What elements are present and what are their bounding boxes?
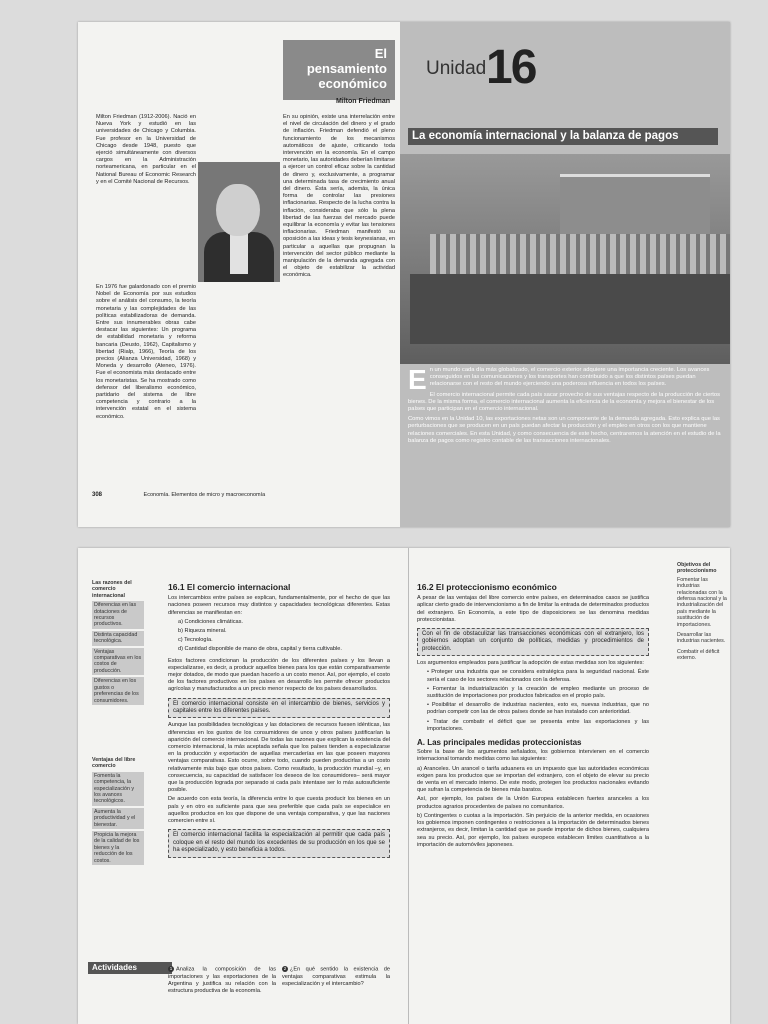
paragraph: De acuerdo con esta teoría, la diferencia entre lo que cuesta producir los bienes en un país y en otro es suficiente para que sea preferible que cada país se especialice en aquellos productos en los que dispone de una ventaja comparativa, y que las naciones comercien entre sí. xyxy=(168,796,390,825)
paragraph: A pesar de las ventajas del libre comercio entre países, en determinados casos se justifica aplicar cierto grado de intervencionismo a fin de limitar la entrada de determinados productos del extranjero. En Economía, a este tipo de disposiciones se las denomina medidas proteccionistas. xyxy=(417,595,649,623)
paragraph: Así, por ejemplo, los países de la Unión Europea establecen fuertes aranceles a los productos agrarios procedentes de países no comunitarios. xyxy=(417,796,649,810)
paragraph: Los argumentos empleados para justificar la adopción de estas medidas son los siguientes: xyxy=(417,660,644,667)
activity-number: 1 xyxy=(169,966,173,971)
arguments-list xyxy=(427,669,649,733)
page-proteccionismo xyxy=(408,548,731,1024)
sidebar-razones xyxy=(92,580,144,867)
paragraph: Los intercambios entre países se explican, fundamentalmente, por el hecho de que las naciones poseen recursos muy distintos y capacidades tecnológicas diferentes. Estas diferencias se manifiestan en: xyxy=(168,595,390,616)
protection-callout: Con el fin de obstaculizar las transacciones económicas con el extranjero, los gobiernos adoptan un conjunto de políticas, medidas y procedimientos de protección. xyxy=(417,628,649,656)
bottom-spread xyxy=(78,548,730,1024)
unit-word: Unidad xyxy=(426,58,487,79)
list-item: c) Tecnología. xyxy=(178,637,213,644)
specialization-callout: El comercio internacional facilita la especialización al permitir que cada país coloque en el resto del mundo los excedentes de su producción en los que se ha especializado, y esto beneficia a todos. xyxy=(168,829,390,857)
section-heading: El pensamiento económico xyxy=(283,40,395,100)
paragraph: Sobre la base de los argumentos señalados, los gobiernos intervienen en el comercio internacional tomando medidas como las siguientes: xyxy=(417,749,649,763)
sidebar-title-2: Ventajas del libre comercio xyxy=(92,756,136,770)
activities-label: Actividades xyxy=(88,962,172,974)
sidebar-item: Fomenta la competencia, la especialización y los avances tecnológicos. xyxy=(92,772,144,806)
sidebar-item: Propicia la mejora de la calidad de los bienes y la reducción de los costos. xyxy=(92,831,144,865)
list-item: b) Riqueza mineral. xyxy=(178,628,227,635)
intro-paragraph-3: Como vimos en la Unidad 10, las exportaciones netas son un componente de la demanda agregada. Esto explica que las perturbaciones que se producen en un país puedan afectar la producción y el empleo en otros con los que mantiene relaciones comerciales. En esta Unidad, y como consecuencia de este hecho, centraremos la atención en el estudio de la balanza de pagos como registro contable de las transacciones internacionales. xyxy=(408,416,721,444)
opinion-column: En su opinión, existe una interrelación entre el nivel de circulación del dinero y el grado de inflación. Friedman defendió el pleno funcionamiento de los mecanismos automáticos de ajuste, criticando toda intervención en la economía. En el campo monetario, las autoridades deberían limitarse a ejercer un control eficaz sobre la cantidad de dinero y, exclusivamente, a programar una determinada tasa de crecimiento anual del dinero. Ésta sería, además, la única forma de controlar las presiones inflacionarias. Respecto de la lucha contra la inflación, consideraba que sólo la plena libertad de las fuerzas del mercado puede equilibrar la economía y evitar las tensiones inflacionarias. Friedman manifestó su oposición a las ideas y tesis keynesianas, en particular a aquellas que propugnan la intervención del sector público mediante la manipulación de la demanda agregada con el objeto de estabilizar la actividad económica. xyxy=(283,114,395,279)
activities xyxy=(168,966,390,995)
ship-image xyxy=(400,154,730,364)
author-photo xyxy=(198,162,280,282)
unit-intro xyxy=(408,364,722,448)
list-item: a) Condiciones climáticas. xyxy=(178,618,243,625)
subsection-title: A. Las principales medidas proteccionistas xyxy=(417,738,582,748)
sidebar-item: Diferencias en las dotaciones de recursos productivos. xyxy=(92,601,144,629)
definition-callout: El comercio internacional consiste en el intercambio de bienes, servicios y capitales entre los diferentes países. xyxy=(168,698,390,719)
sidebar-title: Objetivos del proteccionismo xyxy=(677,562,717,575)
page-number: 308 xyxy=(92,492,103,498)
section-title: 16.1 El comercio internacional xyxy=(168,582,291,592)
sidebar-item: Fomentar las industrias relacionadas con la defensa nacional y la industrialización del país mediante la sustitución de importaciones. xyxy=(677,576,727,628)
sidebar-item: Diferencias en los gustos o preferencias de los consumidores. xyxy=(92,677,144,705)
author-name: Milton Friedman xyxy=(335,98,390,105)
drop-cap: E xyxy=(408,364,427,395)
bio-column-continued: En 1976 fue galardonado con el premio Nobel de Economía por sus estudios sobre el análisis del consumo, la teoría monetaria y las complejidades de las políticas estabilizadoras de demanda. Entre sus innumerables obras cabe destacar las siguientes: Un programa de estabilidad monetaria y reforma bancaria (Deusto, 1962), Capitalismo y libertad (Rialp, 1966), Teoría de los precios (Alianza Universidad, 1968) y Moneda y desarrollo (Ateneo, 1976). Fue el economista más destacado entre los monetaristas. Se ha mostrado como defensor del liberalismo económico, partidario del sistema de libre competencia y contrario a la intervención estatal en el sistema económico. xyxy=(96,284,196,420)
right-page xyxy=(400,22,730,527)
intro-paragraph-1: n un mundo cada día más globalizado, el comercio exterior adquiere una importancia creciente. Los avances conseguidos en las comunicaciones y los transportes han contribuido a que los distintos países puedan relacionarse con el resto del mundo ejerciendo una poderosa influencia en todos los países. xyxy=(429,367,710,388)
book-title: Economía. Elementos de micro y macroeconomía xyxy=(143,492,266,498)
sidebar-item: Combatir el déficit externo. xyxy=(677,648,720,662)
sidebar-objetivos xyxy=(677,562,729,666)
intro-paragraph-2: El comercio internacional permite cada país sacar provecho de sus ventajas respecto de la producción de ciertos bienes. De la misma forma, el comercio internacional aumenta la eficiencia de la economía y mejora el bienestar de los países que participan en el comercio internacional. xyxy=(408,391,721,413)
paragraph: b) Contingentes o cuotas a la importación. Sin perjuicio de la anterior medida, en ocasiones los gobiernos imponen contingentes o restricciones a la importación de determinados bienes extranjeros, es decir, limitan la cantidad que se puede importar de dichos bienes, cualquiera sea su precio. Así, por ejemplo, los países europeos establecen límites cuantitativos a la importación de automóviles japoneses. xyxy=(417,812,649,848)
unit-title: La economía internacional y la balanza de pagos xyxy=(408,128,718,145)
left-page xyxy=(78,22,400,527)
sidebar-item: Aumenta la productividad y el bienestar. xyxy=(92,808,144,829)
sidebar-item: Ventajas comparativas en los costos de producción. xyxy=(92,648,144,676)
list-item: • Posibilitar el desarrollo de industrias nacientes, esto es, nuevas industrias, que no podrían competir con las de otros países donde se han instalado con anterioridad. xyxy=(427,702,650,716)
unit-number: 16 xyxy=(486,41,536,94)
list-item: • Fomentar la industrialización y la creación de empleo mediante un proceso de sustitución de importaciones por productos fabricados en el propio país. xyxy=(427,685,649,700)
factors-list xyxy=(178,619,390,654)
proteccionismo-main xyxy=(417,584,649,849)
list-item: • Proteger una industria que se considera estratégica para la seguridad nacional. Éste sería el caso de los sectores relacionados con la defensa. xyxy=(427,669,650,683)
activity-2: 2 ¿En qué sentido la existencia de ventajas comparativas estimula la especialización y el intercambio? xyxy=(282,966,390,987)
left-footer xyxy=(92,492,265,498)
comercio-main xyxy=(168,584,390,862)
bio-column: Milton Friedman (1912-2006). Nació en Nueva York y estudió en las universidades de Chicago y Columbia. Fue profesor en la Universidad de Chicago desde 1948, puesto que ejerció simultáneamente con diversos cargos en la Administración norteamericana, en particular en el National Bureau of Economic Research y en el Comité Nacional de Recursos. xyxy=(96,114,196,185)
section-title: 16.2 El proteccionismo económico xyxy=(417,582,557,592)
top-spread xyxy=(78,22,730,527)
paragraph: a) Aranceles. Un arancel o tarifa aduanera es un impuesto que las autoridades económicas exigen para los productos que se importan del extranjero, con el objeto de elevar su precio de venta en el mercado interno. De este modo, protegen los productos nacionales evitando que sufran la competencia de bienes más baratos. xyxy=(417,765,649,794)
paragraph: Estos factores condicionan la producción de los diferentes países y los llevan a especializarse, es decir, a producir aquellos bienes para los que están comparativamente mejor dotados, de modo que puedan hacerlo a un costo menor. Así, por ejemplo, el costo de los factores productivos en los países en desarrollo les permite ofrecer productos agrícolas y manufacturados a un precio menor respecto de los países desarrollados. xyxy=(168,657,390,693)
activity-1: 1 Analiza la composición de las importaciones y las exportaciones de la Argentina y justifica su relación con la estructura productiva de la economía. xyxy=(168,966,276,995)
paragraph: Aunque las posibilidades tecnológicas y las dotaciones de recursos fuesen idénticas, las diferencias en los gustos de los consumidores de unos y otros países justificarían la aparición del comercio internacional. De todas las razones que explican la existencia del comercio internacional, la más aceptada señala que los países tienden a especializarse en la producción y exportación de aquellas mercaderías en las que poseen mayores ventajas comparativas. Esto ocurre, sobre todo, cuando pueden producirlas a un costo relativamente más bajo que otros países. Como resultado, la producción mundial –y, en consecuencia, su capacidad de satisfacer los deseos de los consumidores– será mayor que la producción lograda por separado si cada país intentase ser lo más autosuficiente posible. xyxy=(168,722,390,794)
sidebar-title: Las razones del comercio internacional xyxy=(92,580,132,599)
sidebar-item: Desarrollar las industrias nacientes. xyxy=(677,632,726,645)
sidebar-item: Distinta capacidad tecnológica. xyxy=(92,631,144,646)
page-comercio xyxy=(78,548,400,1024)
list-item: d) Cantidad disponible de mano de obra, capital y tierra cultivable. xyxy=(178,646,342,653)
list-item: • Tratar de combatir el déficit que se presenta entre las exportaciones y las importaciones. xyxy=(427,718,649,732)
activity-number: 2 xyxy=(283,966,287,971)
